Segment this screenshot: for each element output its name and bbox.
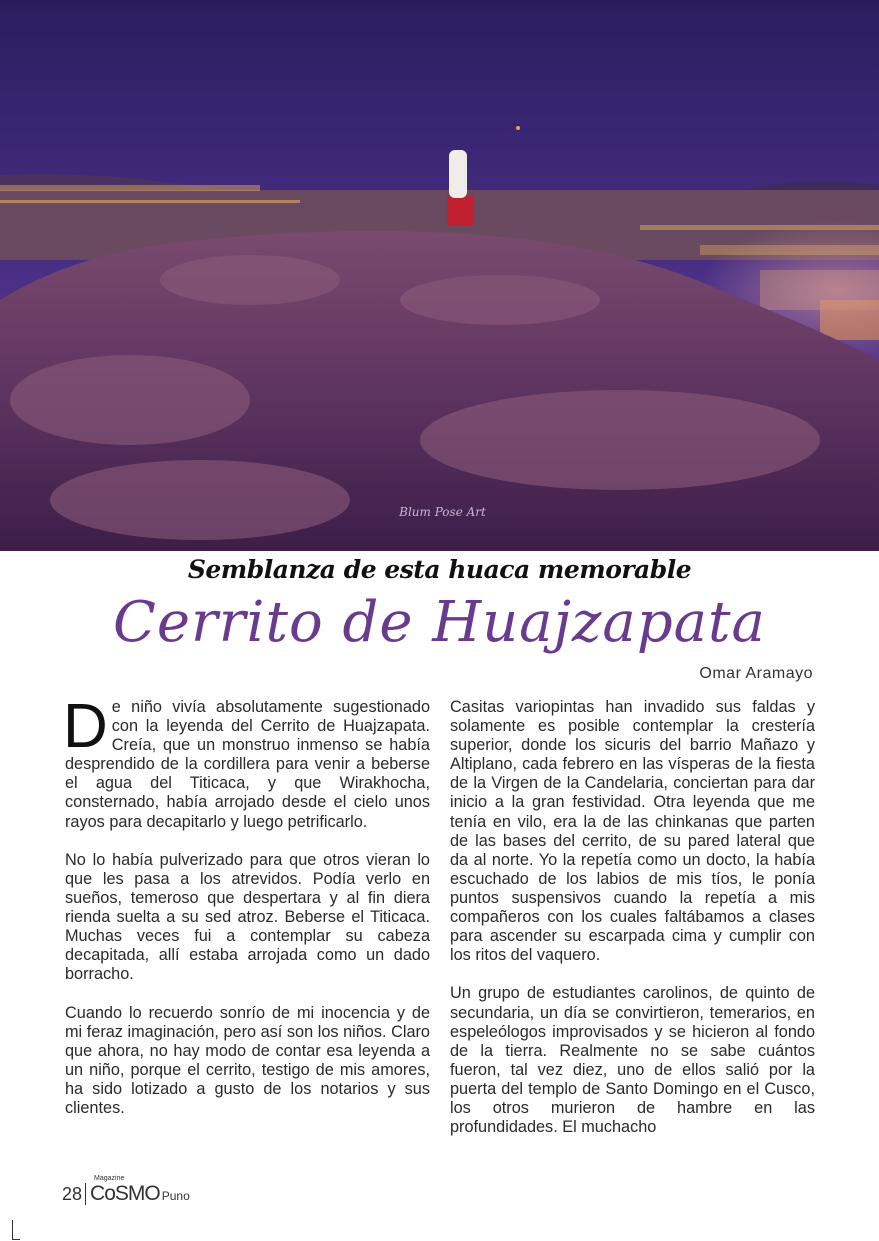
photographer-watermark: Blum Pose Art xyxy=(399,505,486,519)
hero-photo-huajzapata-night xyxy=(0,0,879,551)
paragraph: Cuando lo recuerdo sonrío de mi inocencia y de mi feraz imaginación, pero así son los niños. Claro que ahora, no hay modo de contar esa leyenda a un niño, porque el cerrito, testigo de mis amores, ha sido lotizado a gusto de los notarios y sus clientes. xyxy=(65,1003,430,1117)
paragraph: Casitas variopintas han invadido sus faldas y solamente es posible contemplar la crestería superior, donde los sicuris del barrio Mañazo y Altiplano, cada febrero en las vísperas de la fiesta de la Virgen de la Candelaria, conciertan para dar inicio a la gran festividad. Otra leyenda que me tenía en vilo, era la de las chinkanas que parten de las bases del cerrito, de su pared lateral que da al norte. Yo la repetía como un docto, la había escuchado de los labios de mis tíos, le ponía puntos suspensivos cuando la repetía a mis compañeros con los cuales faltábamos a clases para ascender su escarpada cima y cumplir con los ritos del vaquero. xyxy=(450,698,815,965)
page-footer xyxy=(62,1175,190,1205)
paragraph: Un grupo de estudiantes carolinos, de quinto de secundaria, un día se convirtieron, temerarios, en espeleólogos improvisados y se hicieron al fondo de la tierra. Realmente no se sabe cuántos fueron, tal vez diez, uno de ellos salió por la puerta del templo de Santo Domingo en el Cusco, los otros murieron de hambre en las profundidades. El muchacho xyxy=(450,984,815,1137)
crop-mark xyxy=(12,1239,20,1240)
logo-text: CoSMO xyxy=(90,1182,160,1205)
crop-mark xyxy=(12,1220,21,1240)
magazine-logo xyxy=(90,1175,160,1205)
article-author: Omar Aramayo xyxy=(699,665,813,682)
text-column-1 xyxy=(63,692,430,1137)
paragraph: No lo había pulverizado para que otros vieran lo que les pasa a los atrevidos. Podía verlo en sueños, temeroso que despertara y al fin diera rienda suelta a su sed atroz. Beberse el Titicaca. Muchas veces fui a contemplar su cabeza decapitada, allí estaba arrojada como un dado borracho. xyxy=(65,850,430,984)
text-column-2 xyxy=(450,698,815,1156)
paragraph xyxy=(63,692,430,832)
paragraph-text: e niño vivía absolutamente sugestionado con la leyenda del Cerrito de Huajzapata. Creía, que un monstruo inmenso se había desprendido de la cordillera para venir a beberse el agua del Titicaca, y que Wirakhocha, consternado, había arrojado desde el cielo unos rayos para decapitarlo y luego petrificarlo. xyxy=(65,698,430,831)
article-kicker: Semblanza de esta huaca memorable xyxy=(187,555,692,584)
logo-small-text: Magazine xyxy=(94,1175,125,1182)
page-number: 28 xyxy=(62,1183,86,1205)
article-title: Cerrito de Huajzapata xyxy=(113,590,766,655)
logo-suffix: Puno xyxy=(161,1189,190,1203)
drop-cap: D xyxy=(63,692,108,761)
